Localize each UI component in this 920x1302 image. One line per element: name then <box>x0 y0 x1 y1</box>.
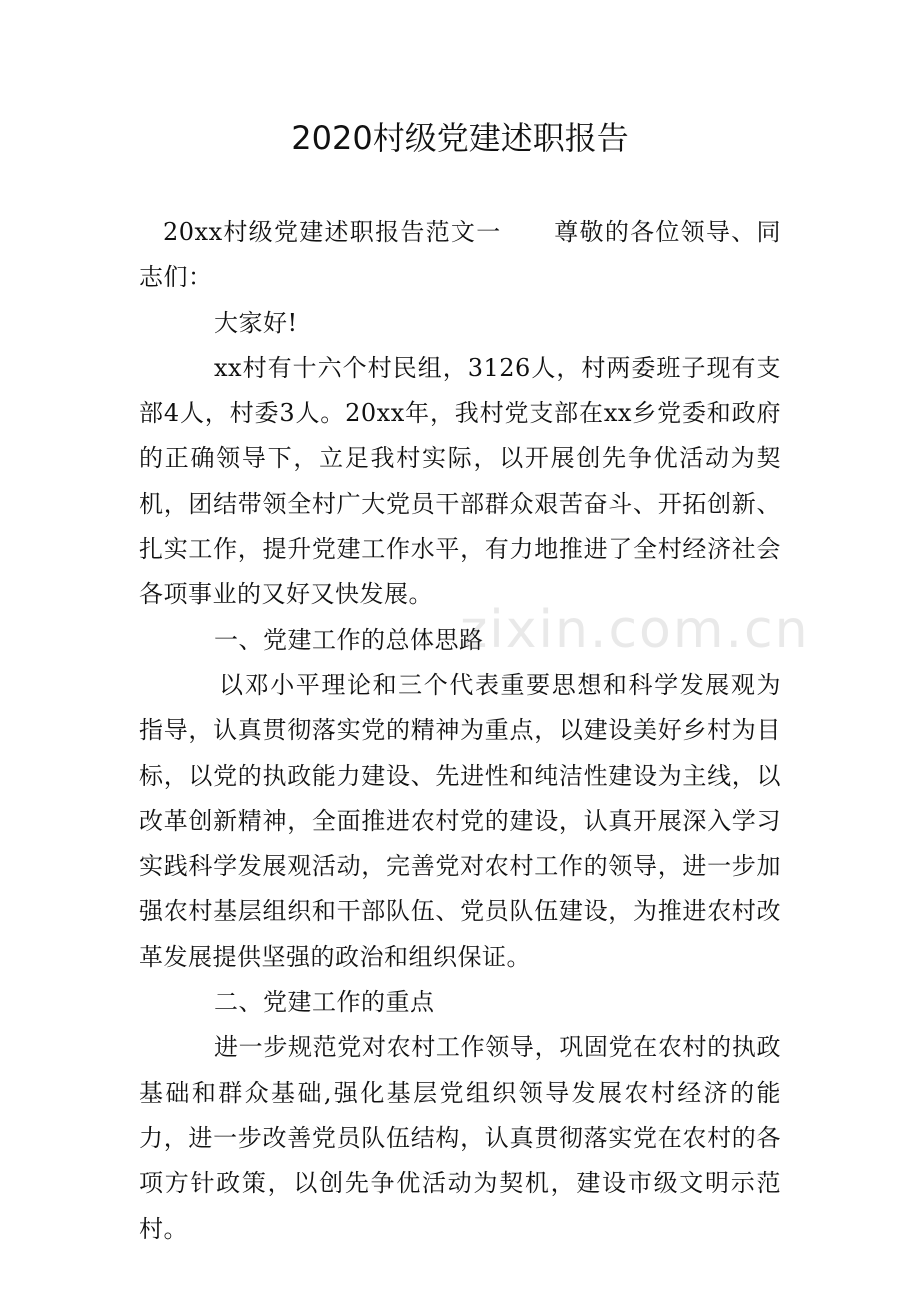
intro-paragraph <box>139 210 781 301</box>
salutation: 尊敬的各位领导、同志们： <box>139 218 782 292</box>
section-heading-2: 二、党建工作的重点 <box>214 988 435 1017</box>
section-2-paragraph: 进一步规范党对农村工作领导，巩固党在农村的执政基础和群众基础,强化基层党组织领导发展农村经济的能力，进一步改善党员队伍结构，认真贯彻落实党在农村的各项方针政策，以创先争优活动为契机，建设市级文明示范村。 <box>139 1033 781 1243</box>
section-1-paragraph: 以邓小平理论和三个代表重要思想和科学发展观为指导，认真贯彻落实党的精神为重点，以建设美好乡村为目标，以党的执政能力建设、先进性和纯洁性建设为主线，以改革创新精神，全面推进农村党的建设，认真开展深入学习实践科学发展观活动，完善党对农村工作的领导，进一步加强农村基层组织和干部队伍、党员队伍建设，为推进农村改革发展提供坚强的政治和组织保证。 <box>139 670 781 971</box>
section-heading-1: 一、党建工作的总体思路 <box>214 625 484 654</box>
greeting-paragraph: 大家好! <box>214 308 298 337</box>
watermark: zixin.com.cn <box>460 600 810 660</box>
document-body <box>139 210 781 1252</box>
intro-heading: 20xx村级党建述职报告范文一 <box>163 218 502 246</box>
village-overview-paragraph: xx村有十六个村民组，3126人，村两委班子现有支部4人，村委3人。20xx年，我村党支部在xx乡党委和政府的正确领导下，立足我村实际，以开展创先争优活动为契机，团结带领全村广大党员干部群众艰苦奋斗、开拓创新、扎实工作，提升党建工作水平，有力地推进了全村经济社会各项事业的又好又快发展。 <box>139 353 781 609</box>
document-title: 2020村级党建述职报告 <box>291 119 629 157</box>
